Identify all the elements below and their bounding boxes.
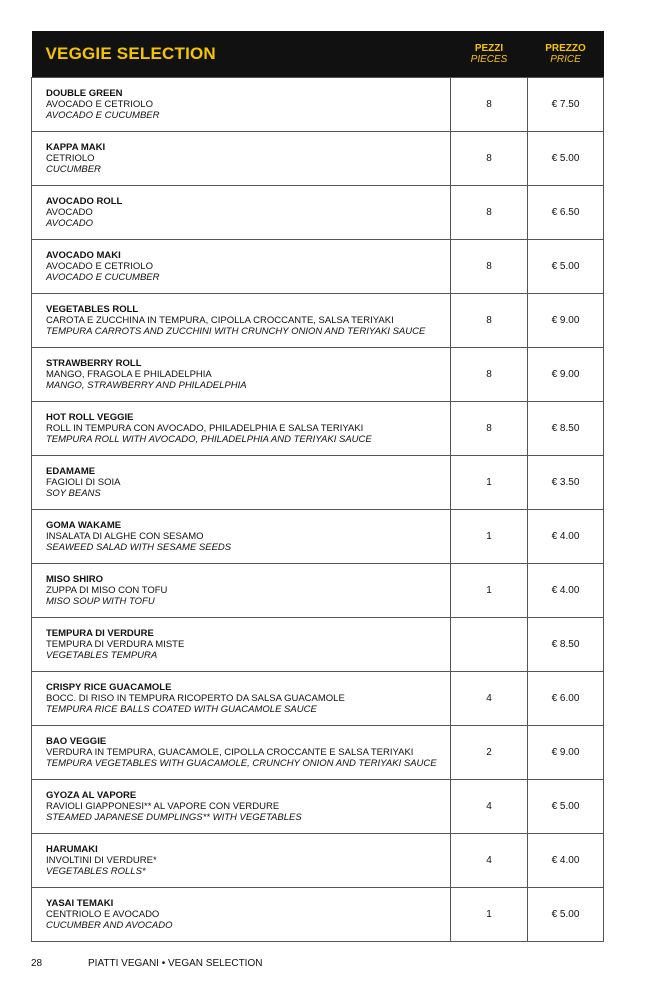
item-italian-description: ZUPPA DI MISO CON TOFU (46, 585, 168, 596)
item-description-cell (32, 564, 451, 618)
item-english-description: VEGETABLES ROLLS* (46, 866, 146, 877)
menu-item-row (32, 78, 604, 132)
item-name: CRISPY RICE GUACAMOLE (46, 682, 172, 693)
item-description-cell (32, 240, 451, 294)
item-description-cell (32, 348, 451, 402)
item-price: € 6.00 (528, 672, 604, 726)
item-pieces: 8 (451, 78, 528, 132)
item-italian-description: AVOCADO E CETRIOLO (46, 99, 153, 110)
item-description-cell (32, 186, 451, 240)
item-english-description: MISO SOUP WITH TOFU (46, 596, 155, 607)
veggie-menu-table (31, 31, 604, 942)
item-price: € 8.50 (528, 618, 604, 672)
item-english-description: AVOCADO E CUCUMBER (46, 110, 160, 121)
item-english-description: STEAMED JAPANESE DUMPLINGS** WITH VEGETABLES (46, 812, 302, 823)
item-price: € 9.00 (528, 294, 604, 348)
item-name: KAPPA MAKI (46, 142, 106, 153)
item-description-cell (32, 510, 451, 564)
menu-item-row (32, 618, 604, 672)
menu-item-row (32, 132, 604, 186)
item-italian-description: TEMPURA DI VERDURA MISTE (46, 639, 185, 650)
item-name: VEGETABLES ROLL (46, 304, 139, 315)
item-price: € 8.50 (528, 402, 604, 456)
item-italian-description: CETRIOLO (46, 153, 95, 164)
item-name: HOT ROLL VEGGIE (46, 412, 134, 423)
item-italian-description: CENTRIOLO E AVOCADO (46, 909, 160, 920)
item-english-description: VEGETABLES TEMPURA (46, 650, 158, 661)
item-pieces (451, 618, 528, 672)
item-description-cell (32, 132, 451, 186)
item-name: TEMPURA DI VERDURE (46, 628, 154, 639)
item-name: GOMA WAKAME (46, 520, 122, 531)
item-pieces: 4 (451, 672, 528, 726)
item-english-description: CUCUMBER AND AVOCADO (46, 920, 173, 931)
item-italian-description: FAGIOLI DI SOIA (46, 477, 121, 488)
item-italian-description: VERDURA IN TEMPURA, GUACAMOLE, CIPOLLA CROCCANTE E SALSA TERIYAKI (46, 747, 414, 758)
item-price: € 9.00 (528, 348, 604, 402)
item-price: € 9.00 (528, 726, 604, 780)
menu-item-row (32, 780, 604, 834)
menu-item-row (32, 186, 604, 240)
item-pieces: 1 (451, 456, 528, 510)
menu-item-row (32, 294, 604, 348)
item-pieces: 4 (451, 780, 528, 834)
item-pieces: 8 (451, 240, 528, 294)
item-pieces: 8 (451, 294, 528, 348)
pieces-label-it: PEZZI (474, 43, 504, 54)
item-price: € 5.00 (528, 132, 604, 186)
item-description-cell (32, 402, 451, 456)
menu-item-row (32, 456, 604, 510)
item-description-cell (32, 834, 451, 888)
item-english-description: MANGO, STRAWBERRY AND PHILADELPHIA (46, 380, 247, 391)
item-pieces: 8 (451, 348, 528, 402)
item-price: € 6.50 (528, 186, 604, 240)
page-footer (31, 958, 262, 969)
menu-item-row (32, 672, 604, 726)
item-english-description: SEAWEED SALAD WITH SESAME SEEDS (46, 542, 232, 553)
table-header-row (32, 31, 604, 78)
item-name: MISO SHIRO (46, 574, 104, 585)
item-description-cell (32, 456, 451, 510)
item-italian-description: ROLL IN TEMPURA CON AVOCADO, PHILADELPHIA E SALSA TERIYAKI (46, 423, 364, 434)
item-price: € 5.00 (528, 240, 604, 294)
menu-item-row (32, 888, 604, 942)
item-italian-description: AVOCADO (46, 207, 93, 218)
item-pieces: 8 (451, 132, 528, 186)
item-name: GYOZA AL VAPORE (46, 790, 137, 801)
item-name: YASAI TEMAKI (46, 898, 114, 909)
item-price: € 7.50 (528, 78, 604, 132)
pieces-column-header (451, 31, 528, 78)
item-pieces: 1 (451, 888, 528, 942)
item-name: HARUMAKI (46, 844, 98, 855)
item-name: DOUBLE GREEN (46, 88, 123, 99)
section-title: VEGGIE SELECTION (32, 31, 451, 78)
page-number: 28 (31, 958, 43, 969)
price-label-en: PRICE (550, 54, 581, 65)
item-description-cell (32, 294, 451, 348)
item-italian-description: INSALATA DI ALGHE CON SESAMO (46, 531, 204, 542)
item-english-description: SOY BEANS (46, 488, 101, 499)
menu-item-row (32, 510, 604, 564)
menu-item-row (32, 564, 604, 618)
item-english-description: TEMPURA ROLL WITH AVOCADO, PHILADELPHIA AND TERIYAKI SAUCE (46, 434, 372, 445)
item-name: EDAMAME (46, 466, 96, 477)
item-description-cell (32, 618, 451, 672)
item-price: € 4.00 (528, 510, 604, 564)
item-italian-description: AVOCADO E CETRIOLO (46, 261, 153, 272)
item-italian-description: CAROTA E ZUCCHINA IN TEMPURA, CIPOLLA CROCCANTE, SALSA TERIYAKI (46, 315, 394, 326)
item-name: STRAWBERRY ROLL (46, 358, 142, 369)
item-description-cell (32, 726, 451, 780)
item-italian-description: RAVIOLI GIAPPONESI** AL VAPORE CON VERDURE (46, 801, 280, 812)
item-italian-description: BOCC. DI RISO IN TEMPURA RICOPERTO DA SALSA GUACAMOLE (46, 693, 345, 704)
item-english-description: TEMPURA CARROTS AND ZUCCHINI WITH CRUNCHY ONION AND TERIYAKI SAUCE (46, 326, 426, 337)
item-description-cell (32, 672, 451, 726)
item-price: € 3.50 (528, 456, 604, 510)
item-price: € 5.00 (528, 780, 604, 834)
menu-item-row (32, 726, 604, 780)
item-name: AVOCADO ROLL (46, 196, 123, 207)
item-english-description: AVOCADO (46, 218, 93, 229)
item-name: AVOCADO MAKI (46, 250, 121, 261)
menu-item-row (32, 240, 604, 294)
item-english-description: CUCUMBER (46, 164, 101, 175)
item-italian-description: MANGO, FRAGOLA E PHILADELPHIA (46, 369, 212, 380)
item-pieces: 4 (451, 834, 528, 888)
item-english-description: TEMPURA RICE BALLS COATED WITH GUACAMOLE SAUCE (46, 704, 317, 715)
menu-items-body (32, 78, 604, 942)
item-english-description: TEMPURA VEGETABLES WITH GUACAMOLE, CRUNCHY ONION AND TERIYAKI SAUCE (46, 758, 437, 769)
menu-item-row (32, 402, 604, 456)
item-pieces: 8 (451, 402, 528, 456)
item-english-description: AVOCADO E CUCUMBER (46, 272, 160, 283)
item-price: € 4.00 (528, 834, 604, 888)
item-description-cell (32, 78, 451, 132)
item-description-cell (32, 780, 451, 834)
item-price: € 5.00 (528, 888, 604, 942)
item-pieces: 1 (451, 510, 528, 564)
item-name: BAO VEGGIE (46, 736, 107, 747)
menu-item-row (32, 348, 604, 402)
pieces-label-en: PIECES (470, 54, 508, 65)
item-description-cell (32, 888, 451, 942)
price-column-header (528, 31, 604, 78)
item-pieces: 8 (451, 186, 528, 240)
price-label-it: PREZZO (545, 43, 586, 54)
item-price: € 4.00 (528, 564, 604, 618)
item-pieces: 2 (451, 726, 528, 780)
item-italian-description: INVOLTINI DI VERDURE* (46, 855, 157, 866)
item-pieces: 1 (451, 564, 528, 618)
footer-section-label: PIATTI VEGANI • VEGAN SELECTION (88, 958, 263, 969)
menu-item-row (32, 834, 604, 888)
